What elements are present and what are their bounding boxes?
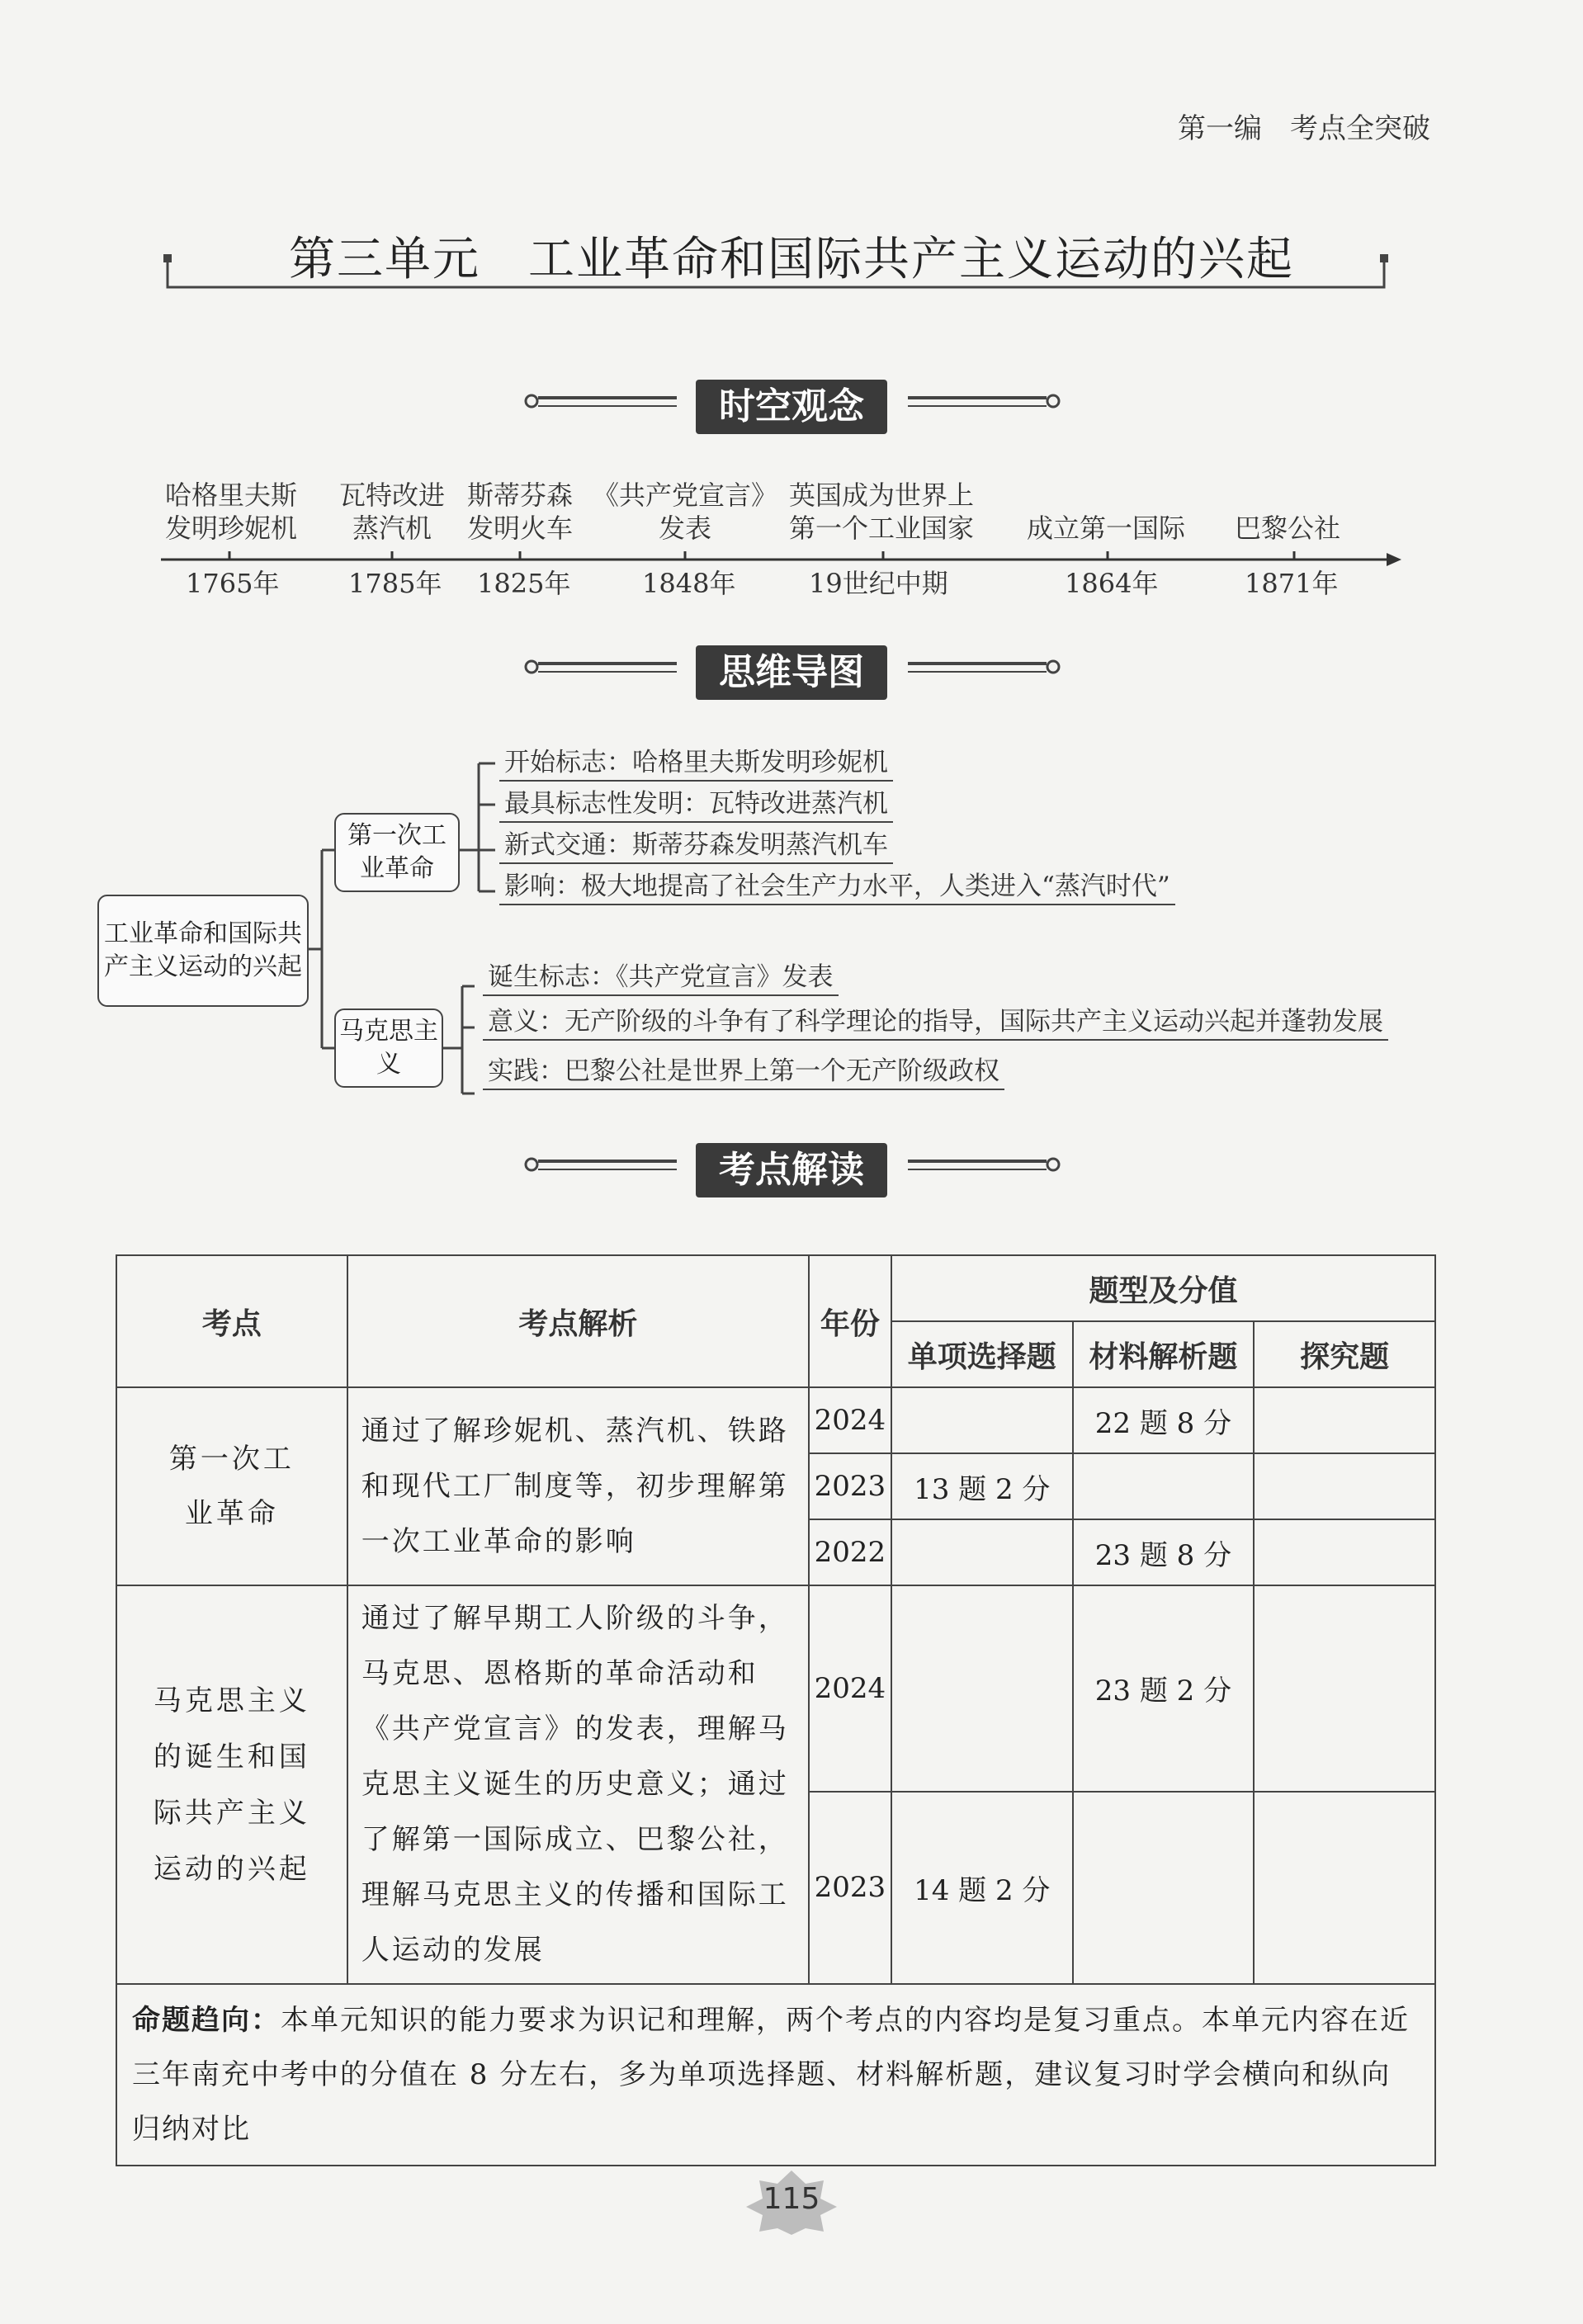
mindmap-item: 意义：无产阶级的斗争有了科学理论的指导，国际共产主义运动兴起并蓬勃发展 bbox=[483, 1000, 1388, 1041]
trend-label: 命题趋向： bbox=[132, 2004, 281, 2037]
year-cell: 2022 bbox=[809, 1519, 891, 1585]
mindmap-item: 诞生标志：《共产党宣言》发表 bbox=[483, 956, 839, 996]
year-cell: 2024 bbox=[809, 1387, 891, 1453]
mindmap-item: 开始标志：哈格里夫斯发明珍妮机 bbox=[499, 741, 893, 782]
timeline-event-1: 哈格里夫斯 发明珍妮机 bbox=[164, 479, 297, 544]
year-cell: 2023 bbox=[809, 1792, 891, 1984]
section-banner-analysis bbox=[0, 1143, 1583, 1201]
year-cell: 2023 bbox=[809, 1453, 891, 1519]
inquiry-cell bbox=[1254, 1519, 1435, 1585]
timeline-event-6: 成立第一国际 bbox=[1026, 513, 1185, 544]
year-cell: 2024 bbox=[809, 1585, 891, 1792]
single-cell: 13 题 2 分 bbox=[891, 1453, 1073, 1519]
single-cell bbox=[891, 1519, 1073, 1585]
material-cell: 23 题 8 分 bbox=[1073, 1519, 1255, 1585]
mindmap-root: 工业革命和国际共产主义运动的兴起 bbox=[97, 895, 309, 1007]
trend-cell bbox=[116, 1984, 1435, 2166]
timeline-event-3: 斯蒂芬森 发明火车 bbox=[466, 479, 573, 544]
timeline-year-3: 1825年 bbox=[477, 568, 571, 599]
mindmap-item: 实践：巴黎公社是世界上第一个无产阶级政权 bbox=[483, 1050, 1004, 1090]
mindmap-item: 影响：极大地提高了社会生产力水平，人类进入“蒸汽时代” bbox=[499, 865, 1175, 905]
trend-text: 本单元知识的能力要求为识记和理解，两个考点的内容均是复习重点。本单元内容在近三年南充中考中的分值在 8 分左右，多为单项选择题、材料解析题，建议复习时学会横向和纵向归纳对比 bbox=[132, 2004, 1410, 2146]
point-cell: 第一次工业革命 bbox=[116, 1387, 347, 1585]
analysis-cell: 通过了解早期工人阶级的斗争，马克思、恩格斯的革命活动和《共产党宣言》的发表，理解马克思主义诞生的历史意义；通过了解第一国际成立、巴黎公社，理解马克思主义的传播和国际工人运动的发展 bbox=[347, 1585, 809, 1984]
timeline-year-5: 19世纪中期 bbox=[809, 568, 948, 599]
mindmap-item: 新式交通：斯蒂芬森发明蒸汽机车 bbox=[499, 824, 893, 864]
timeline-year-1: 1765年 bbox=[186, 568, 280, 599]
section-title-analysis: 考点解读 bbox=[696, 1143, 887, 1197]
timeline-year-7: 1871年 bbox=[1245, 568, 1339, 599]
point-cell: 马克思主义的诞生和国际共产主义运动的兴起 bbox=[116, 1585, 347, 1984]
material-cell: 22 题 8 分 bbox=[1073, 1387, 1255, 1453]
single-cell: 14 题 2 分 bbox=[891, 1792, 1073, 1984]
page-number: 115 bbox=[763, 2182, 820, 2216]
timeline-year-2: 1785年 bbox=[348, 568, 442, 599]
header-analysis: 考点解析 bbox=[347, 1255, 809, 1387]
timeline-year-6: 1864年 bbox=[1065, 568, 1159, 599]
timeline-event-7: 巴黎公社 bbox=[1234, 513, 1340, 544]
inquiry-cell bbox=[1254, 1453, 1435, 1519]
mindmap-branch-marxism: 马克思主义 bbox=[334, 1008, 443, 1088]
timeline-year-4: 1848年 bbox=[642, 568, 736, 599]
inquiry-cell bbox=[1254, 1792, 1435, 1984]
timeline-event-2: 瓦特改进 蒸汽机 bbox=[338, 479, 445, 544]
single-cell bbox=[891, 1387, 1073, 1453]
timeline-event-5: 英国成为世界上 第一个工业国家 bbox=[788, 479, 974, 544]
unit-title: 第三单元 工业革命和国际共产主义运动的兴起 bbox=[289, 233, 1294, 286]
material-cell bbox=[1073, 1792, 1255, 1984]
header-inquiry: 探究题 bbox=[1254, 1321, 1435, 1387]
header-material: 材料解析题 bbox=[1073, 1321, 1255, 1387]
section-title-timeline: 时空观念 bbox=[696, 380, 887, 434]
material-cell: 23 题 2 分 bbox=[1073, 1585, 1255, 1792]
header-types: 题型及分值 bbox=[891, 1255, 1435, 1321]
timeline-event-4: 《共产党宣言》 发表 bbox=[592, 479, 777, 544]
analysis-cell: 通过了解珍妮机、蒸汽机、铁路和现代工厂制度等，初步理解第一次工业革命的影响 bbox=[347, 1387, 809, 1585]
mindmap-item: 最具标志性发明：瓦特改进蒸汽机 bbox=[499, 782, 893, 823]
header-year: 年份 bbox=[809, 1255, 891, 1387]
section-title-mindmap: 思维导图 bbox=[696, 645, 887, 700]
single-cell bbox=[891, 1585, 1073, 1792]
inquiry-cell bbox=[1254, 1387, 1435, 1453]
inquiry-cell bbox=[1254, 1585, 1435, 1792]
material-cell bbox=[1073, 1453, 1255, 1519]
exam-points-table bbox=[116, 1254, 1436, 2166]
header-single: 单项选择题 bbox=[891, 1321, 1073, 1387]
mindmap-branch-industrial: 第一次工业革命 bbox=[334, 813, 460, 892]
header-point: 考点 bbox=[116, 1255, 347, 1387]
page-header: 第一编 考点全突破 bbox=[1178, 112, 1430, 145]
